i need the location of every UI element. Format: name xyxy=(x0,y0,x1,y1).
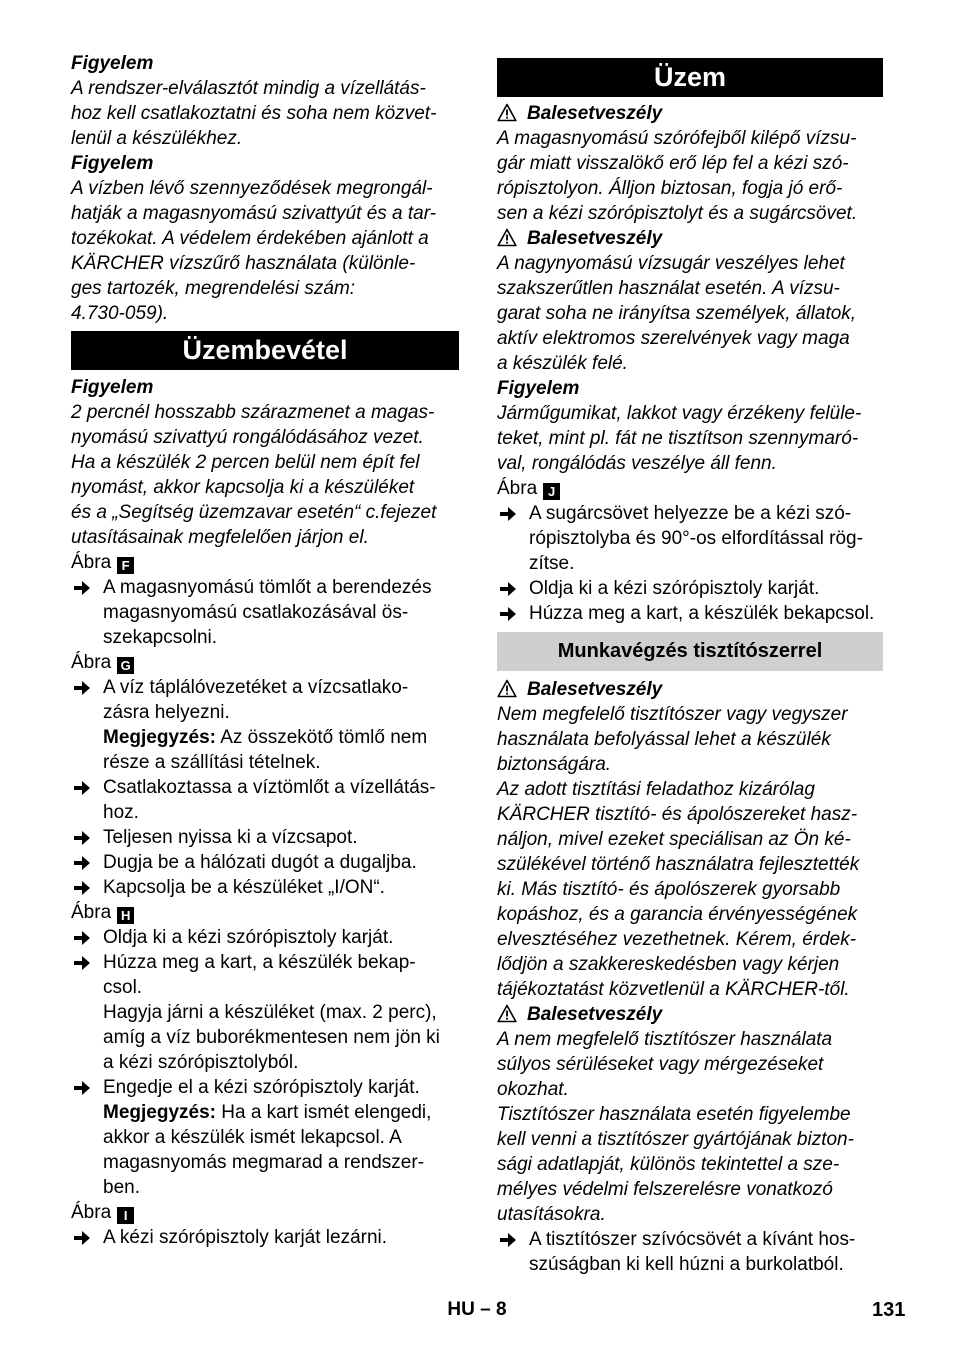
figure-letter-f: F xyxy=(117,557,134,574)
danger-text: Nem megfelelő tisztítószer vagy vegyszer használata befolyással lehet a készülék biztonságára. Az adott tisztítási feladathoz kizárólag KÄRCHER tisztító- és ápolószereket hasz- náljon, mivel ezeket speciálisan az Ön ké- szülékével történő használatra fejlesztették ki. Más tisztító- és ápolószerek gyorsabb kopáshoz, és a garancia érvényességének elvesztéséhez vezethetnek. Kérem, érdek- lődjön a szakkereskedésben vagy kérjen tájékoztatást közvetlenül a KÄRCHER-től. xyxy=(497,704,860,1000)
step-text: A tisztítószer szívócsövét a kívánt hos- szúságban ki kell húzni a burkolatból. xyxy=(529,1229,856,1275)
arrow-right-icon xyxy=(497,601,519,626)
warning-triangle-icon xyxy=(497,679,517,698)
arrow-right-icon xyxy=(497,1227,519,1252)
danger-title: Balesetveszély xyxy=(527,1004,663,1025)
subsection-heading: Munkavégzés tisztítószerrel xyxy=(497,632,883,671)
step-text: A sugárcsövet helyezze be a kézi szó- rópisztolyba és 90°-os elfordítással rög- zítse. xyxy=(529,503,863,574)
danger-text: A nagynyomású vízsugár veszélyes lehet szakszerűtlen használat esetén. A vízsu- garat soha ne irányítsa személyek, állatok, aktív elektromos szerelvények vagy maga a készülék felé. xyxy=(497,253,857,374)
figure-label: Ábra xyxy=(71,1202,112,1223)
danger-title: Balesetveszély xyxy=(527,228,663,249)
instruction-step xyxy=(71,675,459,775)
arrow-right-icon xyxy=(71,775,93,800)
danger-heading xyxy=(497,1002,883,1027)
arrow-right-icon xyxy=(71,825,93,850)
right-column xyxy=(497,0,883,1277)
figure-letter-g: G xyxy=(117,657,134,674)
danger-text: A magasnyomású szórófejből kilépő vízsu- gár miatt visszalökő erő lép fel a kézi szó- rópisztolyon. Álljon biztosan, fogja jó erő- sen a kézi szórópisztolyt és a sugárcsövet. xyxy=(497,128,858,224)
step-text: Engedje el a kézi szórópisztoly karját. xyxy=(103,1077,420,1098)
step-text: Oldja ki a kézi szórópisztoly karját. xyxy=(103,927,394,948)
instruction-step xyxy=(71,575,459,650)
figure-label: Ábra xyxy=(497,478,538,499)
danger-text: A nem megfelelő tisztítószer használata súlyos sérüléseket vagy mérgezéseket okozhat. Tisztítószer használata esetén figyelembe kell venni a tisztítószer gyártójának bizton- sági adatlapját, különös tekintettel a sze- mélyes védelmi felszerelésre vonatkozó utasításokra. xyxy=(497,1029,854,1225)
arrow-right-icon xyxy=(71,850,93,875)
step-text: Dugja be a hálózati dugót a dugaljba. xyxy=(103,852,417,873)
figure-reference xyxy=(71,650,459,675)
step-extra: Hagyja járni a készüléket (max. 2 perc), amíg a víz buborékmentesen nem jön ki a kézi szórópisztolyból. xyxy=(103,1002,440,1073)
figure-label: Ábra xyxy=(71,652,112,673)
arrow-right-icon xyxy=(71,575,93,600)
danger-heading xyxy=(497,226,883,251)
instruction-step xyxy=(71,1225,459,1250)
step-text: A kézi szórópisztoly karját lezárni. xyxy=(103,1227,388,1248)
note-title: Figyelem xyxy=(71,377,154,398)
instruction-step xyxy=(497,501,883,576)
note-body: Az összekötő tömlő nem része a szállítási tételnek. xyxy=(103,727,428,773)
note-text: 2 percnél hosszabb szárazmenet a magas- nyomású szivattyú rongálódásához vezet. Ha a készülék 2 percen belül nem épít fel nyomást, akkor kapcsolja ki a készüléket és a „Segítség üzemzavar esetén“ c.fejezet utasításainak megfelelően járjon el. xyxy=(71,402,437,548)
arrow-right-icon xyxy=(71,1225,93,1250)
instruction-step xyxy=(71,1075,459,1200)
figure-letter-j: J xyxy=(543,483,560,500)
note-title: Figyelem xyxy=(497,378,580,399)
step-text: Teljesen nyissa ki a vízcsapot. xyxy=(103,827,358,848)
arrow-right-icon xyxy=(497,576,519,601)
arrow-right-icon xyxy=(71,875,93,900)
note-label: Megjegyzés: xyxy=(103,727,216,748)
instruction-step xyxy=(71,950,459,1075)
note-text: A rendszer-elválasztót mindig a vízellátás- hoz kell csatlakoztatni és soha nem közvet- lenül a készülékhez. xyxy=(71,78,437,149)
danger-heading xyxy=(497,677,883,702)
figure-label: Ábra xyxy=(71,902,112,923)
arrow-right-icon xyxy=(71,950,93,975)
step-text: A víz táplálóvezetéket a vízcsatlako- zásra helyezni. xyxy=(103,677,409,723)
instruction-step xyxy=(71,825,459,850)
step-text: Csatlakoztassa a víztömlőt a vízellátás- hoz. xyxy=(103,777,436,823)
danger-heading xyxy=(497,101,883,126)
step-text: Húzza meg a kart, a készülék bekapcsol. xyxy=(529,603,875,624)
footer-page-code: HU – 8 xyxy=(447,1299,507,1320)
note-label: Megjegyzés: xyxy=(103,1102,216,1123)
left-column xyxy=(71,0,459,1250)
section-heading-uzembevetel: Üzembevétel xyxy=(71,331,459,370)
instruction-step xyxy=(497,576,883,601)
figure-reference xyxy=(71,550,459,575)
footer-page-number: 131 xyxy=(872,1299,906,1321)
step-text: Kapcsolja be a készüléket „I/ON“. xyxy=(103,877,385,898)
figure-reference xyxy=(497,476,883,501)
arrow-right-icon xyxy=(71,925,93,950)
instruction-step xyxy=(71,875,459,900)
instruction-step xyxy=(497,1227,883,1277)
step-note xyxy=(103,1100,459,1200)
arrow-right-icon xyxy=(497,501,519,526)
figure-reference xyxy=(71,900,459,925)
figure-reference xyxy=(71,1200,459,1225)
step-note xyxy=(103,725,459,775)
warning-triangle-icon xyxy=(497,228,517,247)
step-text: A magasnyomású tömlőt a berendezés magasnyomású csatlakozásával ös- szekapcsolni. xyxy=(103,577,432,648)
figure-label: Ábra xyxy=(71,552,112,573)
note-text: A vízben lévő szennyeződések megrongál- hatják a magasnyomású szivattyút és a tar- tozékokat. A védelem érdekében ajánlott a KÄRCHER vízszűrő használata (különle- ges tartozék, megrendelési szám: 4.730-059). xyxy=(71,178,437,324)
warning-triangle-icon xyxy=(497,1004,517,1023)
arrow-right-icon xyxy=(71,675,93,700)
warning-triangle-icon xyxy=(497,103,517,122)
instruction-step xyxy=(497,601,883,626)
note-title: Figyelem xyxy=(71,53,154,74)
danger-title: Balesetveszély xyxy=(527,103,663,124)
figure-letter-i: I xyxy=(117,1207,134,1224)
figure-letter-h: H xyxy=(117,907,134,924)
step-text: Oldja ki a kézi szórópisztoly karját. xyxy=(529,578,820,599)
instruction-step xyxy=(71,850,459,875)
danger-title: Balesetveszély xyxy=(527,679,663,700)
note-text: Járműgumikat, lakkot vagy érzékeny felüle- teket, mint pl. fát ne tisztítson szennymaró- val, rongálódás veszélye áll fenn. xyxy=(497,403,862,474)
arrow-right-icon xyxy=(71,1075,93,1100)
note-body: Ha a kart ismét elengedi, akkor a készülék ismét lekapcsol. A magasnyomás megmarad a rendszer- ben. xyxy=(103,1102,432,1198)
instruction-step xyxy=(71,775,459,825)
note-title: Figyelem xyxy=(71,153,154,174)
step-text: Húzza meg a kart, a készülék bekap- csol. xyxy=(103,952,416,998)
section-heading-uzem: Üzem xyxy=(497,58,883,97)
instruction-step xyxy=(71,925,459,950)
